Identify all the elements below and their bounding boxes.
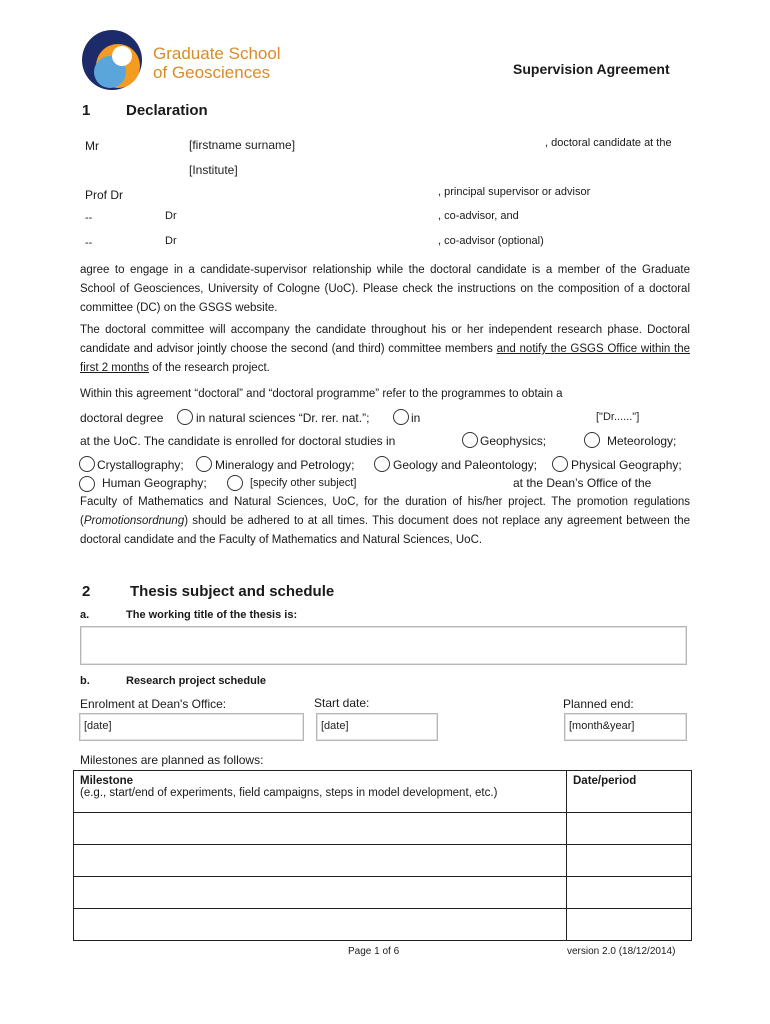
start-date-label: Start date: bbox=[314, 696, 370, 710]
coadvisor2-suffix: , co-advisor (optional) bbox=[438, 235, 544, 247]
milestone-header: Milestone bbox=[80, 775, 134, 787]
degree-rer-nat-radio[interactable] bbox=[177, 409, 193, 425]
prof-label: Prof Dr bbox=[85, 188, 124, 202]
other-subject-radio[interactable] bbox=[227, 475, 243, 491]
logo-text-line1: Graduate School bbox=[153, 44, 281, 63]
date-cell[interactable] bbox=[567, 877, 692, 909]
prof-suffix: , principal supervisor or advisor bbox=[438, 186, 591, 198]
date-cell[interactable] bbox=[567, 813, 692, 845]
regulations-paragraph bbox=[80, 493, 690, 550]
coadvisor1-dash: -- bbox=[85, 212, 93, 224]
degree-other-in: in bbox=[411, 411, 421, 425]
section1-number: 1 bbox=[82, 102, 91, 119]
milestone-cell[interactable] bbox=[74, 877, 567, 909]
subsection-a-label: a. bbox=[80, 609, 90, 621]
milestones-intro: Milestones are planned as follows: bbox=[80, 753, 264, 767]
crystallography-radio[interactable] bbox=[79, 456, 95, 472]
geophysics-radio[interactable] bbox=[462, 432, 478, 448]
subsection-b-title: Research project schedule bbox=[126, 675, 267, 687]
deans-office-text: at the Dean’s Office of the bbox=[513, 476, 652, 490]
committee-text-b: of the research project. bbox=[149, 362, 270, 374]
table-row bbox=[74, 909, 692, 941]
gsgs-logo bbox=[80, 28, 150, 92]
table-row bbox=[74, 877, 692, 909]
meteorology-radio[interactable] bbox=[584, 432, 600, 448]
regulations-text-b: ) should be adhered to at all times. This document does not replace any agreement between the doctoral candidate and the Faculty of Mathematics and Natural Sciences, UoC. bbox=[80, 515, 690, 546]
agreement-paragraph: agree to engage in a candidate-supervisor relationship while the doctoral candidate is a member of the Graduate School of Geosciences, University of Cologne (UoC). Please check the instructions on the composition of a doctoral committee (DC) on the GSGS website. bbox=[80, 264, 690, 314]
start-date-input[interactable]: [date] bbox=[316, 713, 438, 741]
meteorology-label: Meteorology; bbox=[607, 434, 677, 448]
mr-label: Mr bbox=[85, 139, 99, 153]
regulations-italic: Promotionsordnung bbox=[83, 515, 185, 527]
human-geography-radio[interactable] bbox=[79, 476, 95, 492]
section2-number: 2 bbox=[82, 583, 91, 600]
degree-prefix: doctoral degree bbox=[80, 411, 164, 425]
degree-other-field[interactable]: ["Dr......"] bbox=[596, 411, 640, 423]
enrolled-text: at the UoC. The candidate is enrolled for doctoral studies in bbox=[80, 434, 396, 448]
section1-title: Declaration bbox=[126, 102, 208, 119]
geophysics-label: Geophysics; bbox=[480, 434, 547, 448]
page-number: Page 1 of 6 bbox=[348, 946, 400, 957]
committee-text-underlined: and notify the GSGS Office within the first 2 months bbox=[80, 343, 690, 374]
milestone-header-cell bbox=[74, 771, 567, 813]
committee-paragraph bbox=[80, 321, 690, 378]
logo-emblem-icon bbox=[80, 28, 144, 92]
mineralogy-radio[interactable] bbox=[196, 456, 212, 472]
planned-end-input[interactable]: [month&year] bbox=[564, 713, 687, 741]
coadvisor1-suffix: , co-advisor, and bbox=[438, 210, 519, 222]
geology-radio[interactable] bbox=[374, 456, 390, 472]
milestone-cell[interactable] bbox=[74, 845, 567, 877]
planned-end-label: Planned end: bbox=[563, 697, 634, 711]
subsection-b-label: b. bbox=[80, 675, 90, 687]
date-cell[interactable] bbox=[567, 909, 692, 941]
table-header-row bbox=[74, 771, 692, 813]
crystallography-label: Crystallography; bbox=[97, 458, 184, 472]
regulations-text-a: Faculty of Mathematics and Natural Sciences, UoC, for the duration of his/her project. The promotion regulations ( bbox=[80, 496, 690, 527]
coadvisor1-dr: Dr bbox=[165, 210, 177, 222]
coadvisor2-dr: Dr bbox=[165, 235, 177, 247]
programme-paragraph: Within this agreement “doctoral” and “doctoral programme” refer to the programmes to obtain a bbox=[80, 388, 563, 400]
human-geography-label: Human Geography; bbox=[102, 476, 207, 490]
physical-geography-radio[interactable] bbox=[552, 456, 568, 472]
degree-other-radio[interactable] bbox=[393, 409, 409, 425]
milestone-cell[interactable] bbox=[74, 909, 567, 941]
milestone-cell[interactable] bbox=[74, 813, 567, 845]
version-info: version 2.0 (18/12/2014) bbox=[567, 946, 676, 957]
coadvisor2-dash: -- bbox=[85, 237, 93, 249]
document-title: Supervision Agreement bbox=[513, 61, 670, 77]
physical-geography-label: Physical Geography; bbox=[571, 458, 682, 472]
thesis-title-input[interactable] bbox=[80, 626, 687, 665]
subsection-a-title: The working title of the thesis is: bbox=[126, 609, 298, 621]
enrolment-date-input[interactable]: [date] bbox=[79, 713, 304, 741]
table-row bbox=[74, 813, 692, 845]
mineralogy-label: Mineralogy and Petrology; bbox=[215, 458, 355, 472]
other-subject-field[interactable]: [specify other subject] bbox=[250, 477, 357, 489]
committee-text-a: The doctoral committee will accompany the candidate throughout his or her independent research phase. Doctoral candidate and advisor jointly choose the second (and third) committee members bbox=[80, 324, 690, 355]
degree-rer-nat-label: in natural sciences “Dr. rer. nat.”; bbox=[196, 411, 370, 425]
table-row bbox=[74, 845, 692, 877]
logo-text-line2: of Geosciences bbox=[153, 63, 271, 82]
date-period-header: Date/period bbox=[567, 771, 692, 813]
date-cell[interactable] bbox=[567, 845, 692, 877]
institute-field[interactable]: [Institute] bbox=[189, 163, 238, 177]
geology-label: Geology and Paleontology; bbox=[393, 458, 538, 472]
milestone-header-sub: (e.g., start/end of experiments, field campaigns, steps in model development, etc.) bbox=[80, 787, 498, 799]
enrolment-label: Enrolment at Dean's Office: bbox=[80, 697, 227, 711]
section2-title: Thesis subject and schedule bbox=[130, 583, 335, 600]
candidate-name-field[interactable]: [firstname surname] bbox=[189, 138, 296, 152]
candidate-suffix: , doctoral candidate at the bbox=[545, 137, 672, 149]
milestones-table bbox=[73, 770, 692, 941]
